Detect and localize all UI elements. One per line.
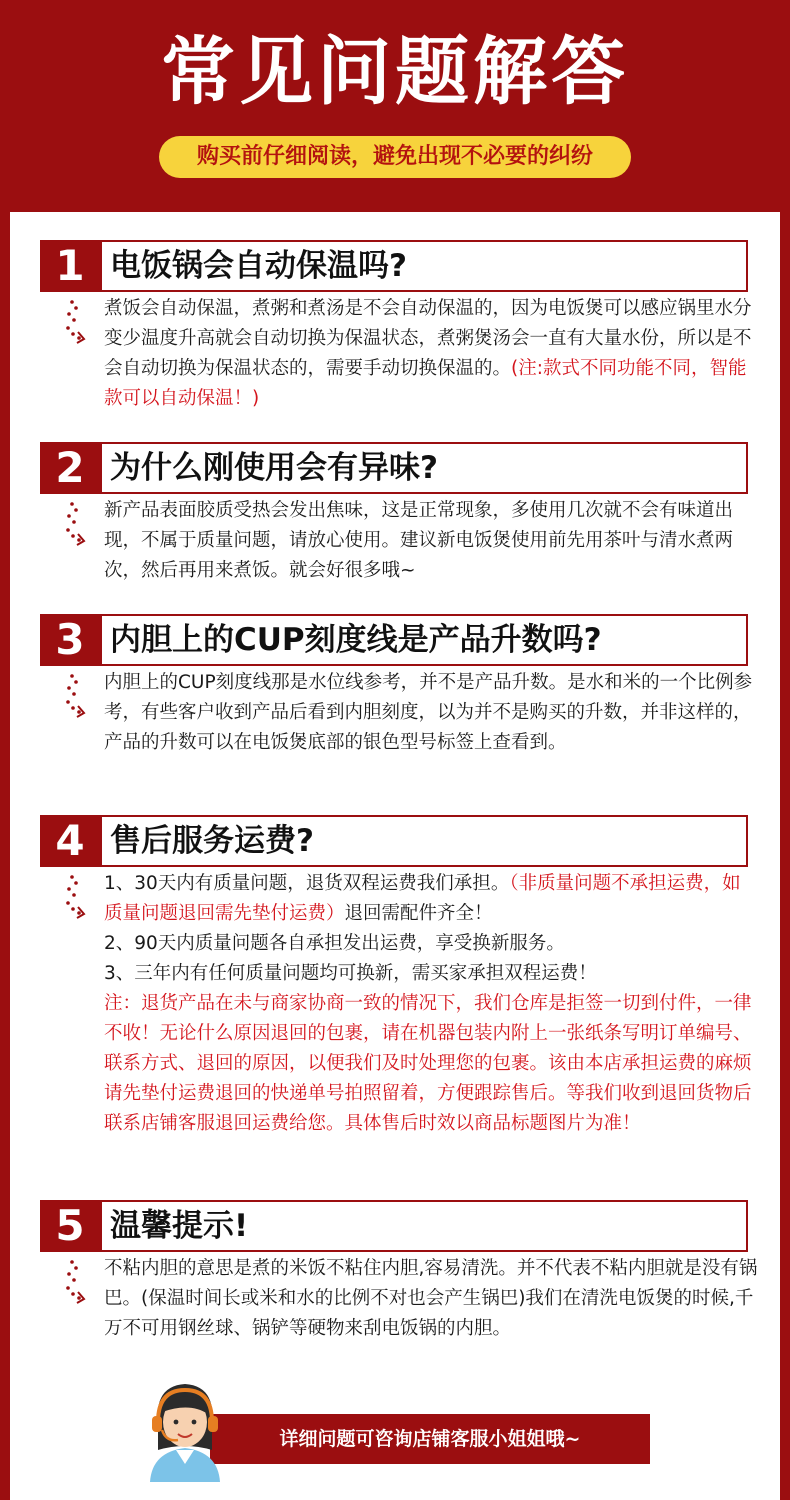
section-body: 煮饭会自动保温，煮粥和煮汤是不会自动保温的，因为电饭煲可以感应锅里水分变少温度升高就会自动切换为保温状态，煮粥煲汤会一直有大量水份，所以是不会自动切换为保温状态的，需要手动切换保温的。(注:款式不同功能不同，智能款可以自动保温！) [104, 298, 752, 409]
section-number: 1 [40, 240, 100, 292]
dotted-arrow-icon [64, 672, 88, 722]
section-title-bar [100, 815, 748, 867]
section-number: 5 [40, 1200, 100, 1252]
section-title: 温馨提示! [110, 1208, 249, 1244]
subtitle-pill: 购买前仔细阅读，避免出现不必要的纠纷 [159, 136, 631, 178]
dotted-arrow-icon [64, 1258, 88, 1308]
dotted-arrow-icon [64, 298, 88, 348]
section-title-bar [100, 614, 748, 666]
section-title-bar [100, 442, 748, 494]
section-title: 售后服务运费? [110, 823, 314, 859]
section-body [104, 869, 758, 1139]
footer-banner: 详细问题可咨询店铺客服小姐姐哦~ [210, 1414, 650, 1464]
dotted-arrow-icon [64, 873, 88, 923]
section-title: 内胆上的CUP刻度线是产品升数吗? [110, 622, 602, 658]
section-number: 2 [40, 442, 100, 494]
content-panel [10, 212, 780, 1500]
section-body: 新产品表面胶质受热会发出焦味，这是正常现象，多使用几次就不会有味道出现，不属于质量问题，请放心使用。建议新电饭煲使用前先用茶叶与清水煮两次，然后再用来煮饭。就会好很多哦~ [104, 500, 734, 581]
dotted-arrow-icon [64, 500, 88, 550]
customer-service-avatar-icon [140, 1372, 230, 1482]
section-note: 注：退货产品在未与商家协商一致的情况下，我们仓库是拒签一切到付件，一律不收！无论什么原因退回的包裹，请在机器包装内附上一张纸条写明订单编号、联系方式、退回的原因，以便我们及时处理您的包裹。该由本店承担运费的麻烦请先垫付运费退回的快递单号拍照留着，方便跟踪售后。等我们收到退回货物后联系店铺客服退回运费给您。具体售后时效以商品标题图片为准！ [104, 993, 752, 1134]
section-number: 4 [40, 815, 100, 867]
section-title: 为什么刚使用会有异味? [110, 450, 438, 486]
page-title: 常见问题解答 [161, 29, 629, 115]
list-item: 1、30天内有质量问题，退货双程运费我们承担。（非质量问题不承担运费，如质量问题退回需先垫付运费）退回需配件齐全！ [104, 873, 741, 924]
section-body: 不粘内胆的意思是煮的米饭不粘住内胆,容易清洗。并不代表不粘内胆就是没有锅巴。(保温时间长或米和水的比例不对也会产生锅巴)我们在清洗电饭煲的时候,千万不可用钢丝球、锅铲等硬物来刮电饭锅的内胆。 [104, 1258, 758, 1339]
section-body: 内胆上的CUP刻度线那是水位线参考，并不是产品升数。是水和米的一个比例参考，有些客户收到产品后看到内胆刻度，以为并不是购买的升数，并非这样的，产品的升数可以在电饭煲底部的银色型号标签上查看到。 [104, 672, 753, 753]
section-number: 3 [40, 614, 100, 666]
section-note: (注:款式不同功能不同，智能款可以自动保温！) [104, 358, 747, 409]
section-title-bar [100, 1200, 748, 1252]
list-item: 2、90天内质量问题各自承担发出运费，享受换新服务。 [104, 933, 565, 954]
section-title-bar [100, 240, 748, 292]
list-item: 3、三年内有任何质量问题均可换新，需买家承担双程运费！ [104, 963, 597, 984]
section-title: 电饭锅会自动保温吗? [110, 248, 407, 284]
